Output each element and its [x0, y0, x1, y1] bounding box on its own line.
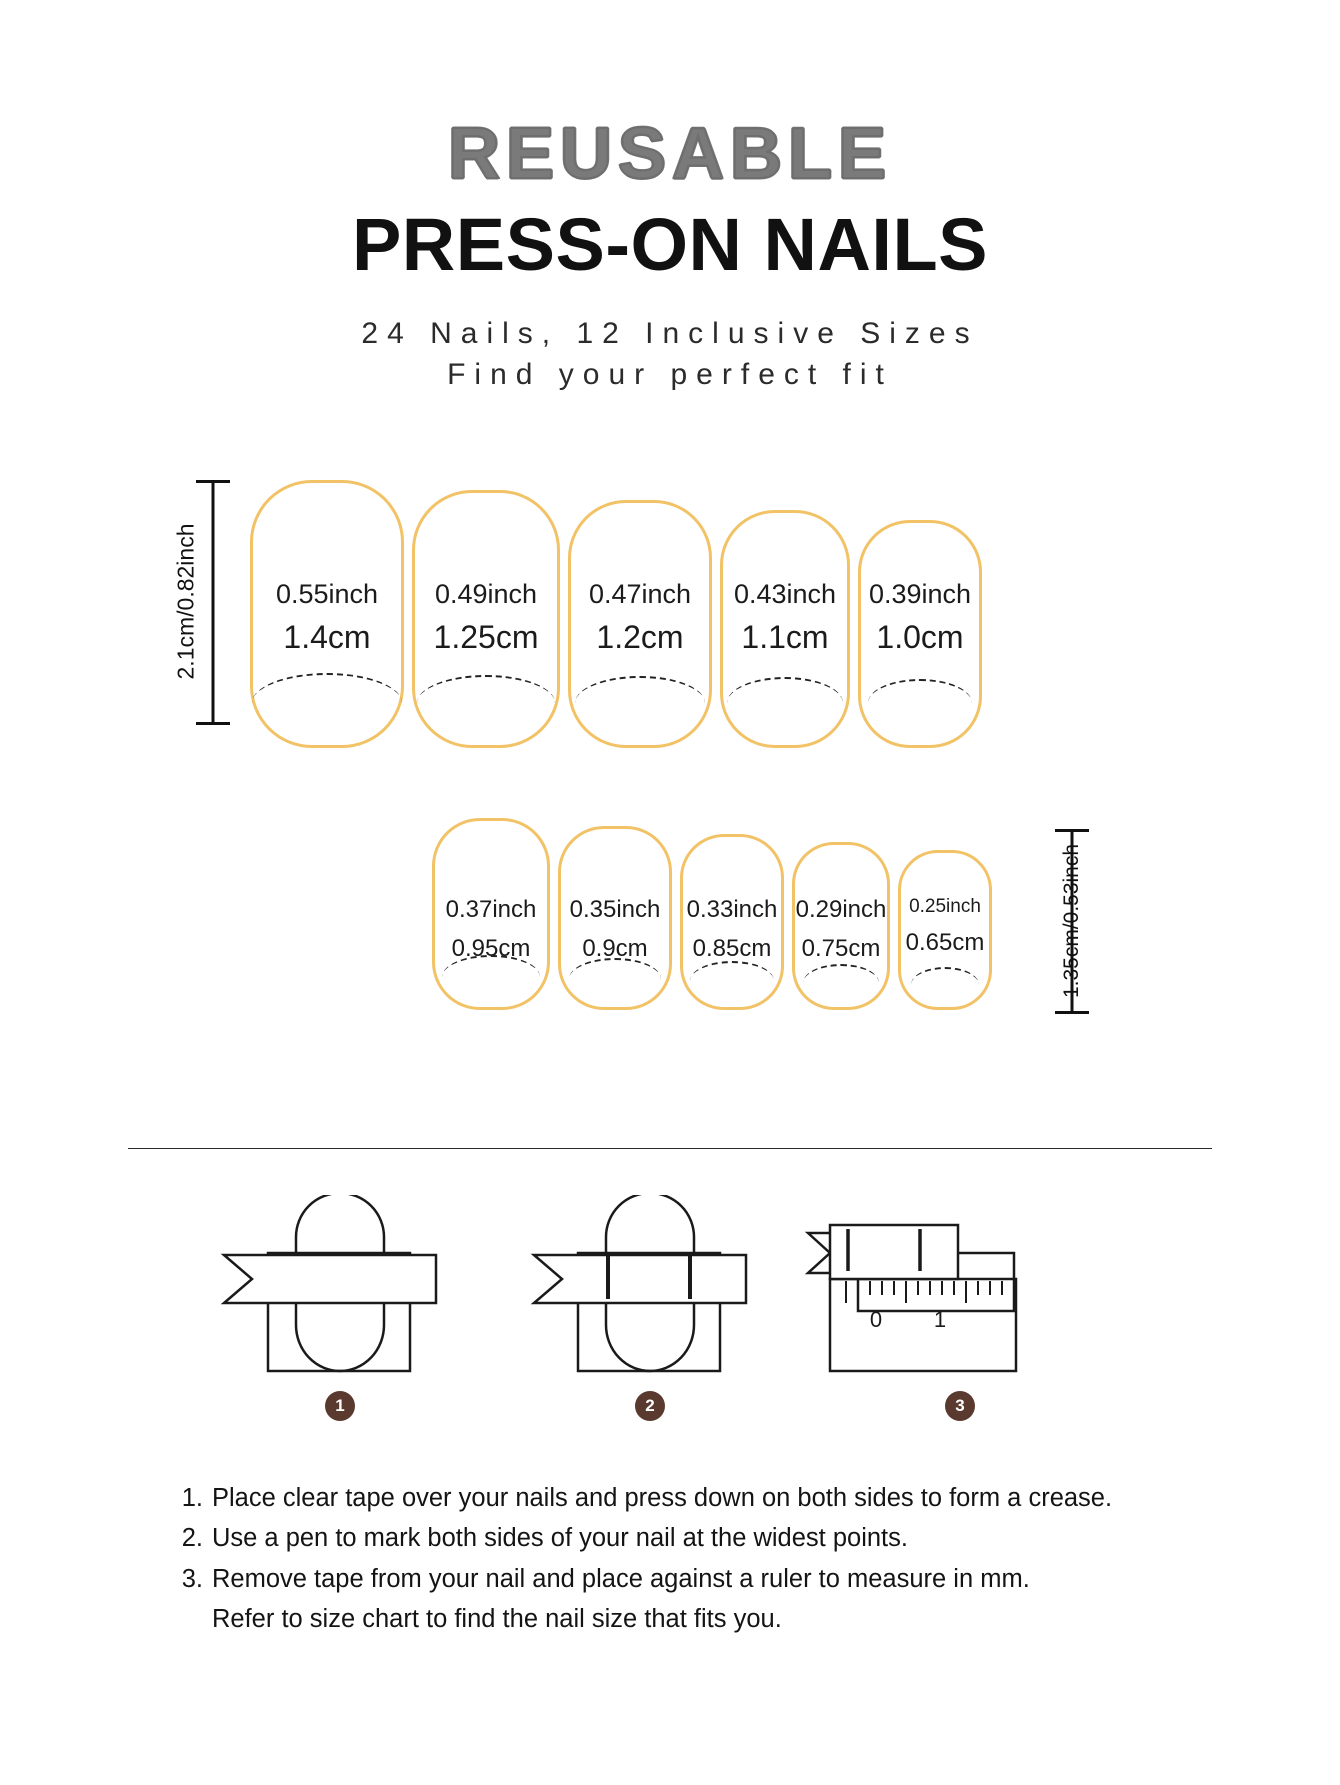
instructions-list	[178, 1478, 1188, 1639]
bottom-size-bracket	[1055, 829, 1089, 1014]
nail-size-cm: 0.65cm	[905, 929, 985, 956]
top-size-bracket	[172, 480, 230, 725]
instruction-item	[178, 1559, 1188, 1599]
nail-size-cm: 0.9cm	[582, 935, 648, 962]
nail-size-inch: 0.55inch	[275, 579, 379, 609]
how-to-measure-diagrams	[0, 1195, 1340, 1455]
step-diagram-2	[490, 1195, 810, 1415]
page-title: PRESS-ON NAILS	[351, 203, 989, 286]
nail-size-inch: 0.37inch	[445, 896, 537, 923]
nail-size-inch: 0.39inch	[868, 579, 972, 609]
instruction-number: 1.	[181, 1484, 203, 1512]
ruler-tick-1: 1	[933, 1307, 947, 1332]
nail-row-large	[250, 480, 982, 748]
nail-size-cm: 1.1cm	[741, 619, 829, 655]
nail-swatch	[432, 818, 550, 1010]
top-bracket-label: 2.1cm/0.82inch	[172, 523, 199, 680]
instruction-text: Use a pen to mark both sides of your nail at the widest points.	[212, 1524, 908, 1553]
step-diagram-3	[800, 1195, 1120, 1415]
nail-size-cm: 0.75cm	[801, 935, 881, 962]
header	[0, 0, 1340, 395]
ruler-tick-0: 0	[869, 1307, 883, 1332]
tape-on-ruler-icon	[800, 1195, 1120, 1385]
nail-swatch	[720, 510, 850, 748]
size-chart	[0, 435, 1340, 1055]
instruction-item	[178, 1478, 1188, 1518]
step-badge-3: 3	[945, 1391, 975, 1421]
instruction-continuation: Refer to size chart to find the nail size that fits you.	[212, 1604, 782, 1633]
nail-swatch	[412, 490, 560, 748]
nail-size-cm: 0.95cm	[451, 935, 531, 962]
instruction-text: Remove tape from your nail and place against a ruler to measure in mm.	[212, 1564, 1030, 1593]
nail-size-cm: 1.25cm	[433, 619, 539, 655]
nail-size-inch: 0.43inch	[733, 579, 837, 609]
nail-swatch	[558, 826, 672, 1010]
finger-with-tape-icon	[180, 1195, 500, 1385]
bottom-bracket-label: 1.35cm/0.53inch	[1060, 843, 1084, 999]
nail-size-cm: 0.85cm	[692, 935, 772, 962]
finger-with-marks-icon	[490, 1195, 810, 1385]
nail-swatch	[568, 500, 712, 748]
nail-swatch	[858, 520, 982, 748]
instruction-number: 3.	[181, 1564, 203, 1593]
instruction-item	[178, 1518, 1188, 1558]
step-badge-1: 1	[325, 1391, 355, 1421]
nail-size-inch: 0.25inch	[909, 896, 981, 917]
nail-size-inch: 0.47inch	[588, 579, 692, 609]
nail-size-inch: 0.29inch	[795, 896, 887, 923]
nail-row-small	[432, 818, 992, 1010]
nail-swatch	[792, 842, 890, 1010]
instruction-number: 2.	[181, 1524, 203, 1553]
subtitle-line-1: 24 Nails, 12 Inclusive Sizes	[361, 317, 979, 350]
instruction-text: Place clear tape over your nails and press down on both sides to form a crease.	[212, 1484, 1113, 1512]
step-diagram-1	[180, 1195, 500, 1415]
nail-swatch	[250, 480, 404, 748]
nail-size-inch: 0.35inch	[569, 896, 661, 923]
nail-size-cm: 1.2cm	[596, 619, 684, 655]
nail-size-cm: 1.4cm	[283, 619, 371, 655]
subtitle-line-2: Find your perfect fit	[447, 357, 893, 391]
section-divider	[128, 1148, 1212, 1149]
nail-size-cm: 1.0cm	[876, 619, 964, 655]
page-title-outline: REUSABLE	[447, 114, 893, 194]
nail-size-inch: 0.49inch	[434, 579, 538, 609]
nail-size-inch: 0.33inch	[686, 896, 778, 923]
nail-swatch	[898, 850, 992, 1010]
step-badge-2: 2	[635, 1391, 665, 1421]
nail-swatch	[680, 834, 784, 1010]
